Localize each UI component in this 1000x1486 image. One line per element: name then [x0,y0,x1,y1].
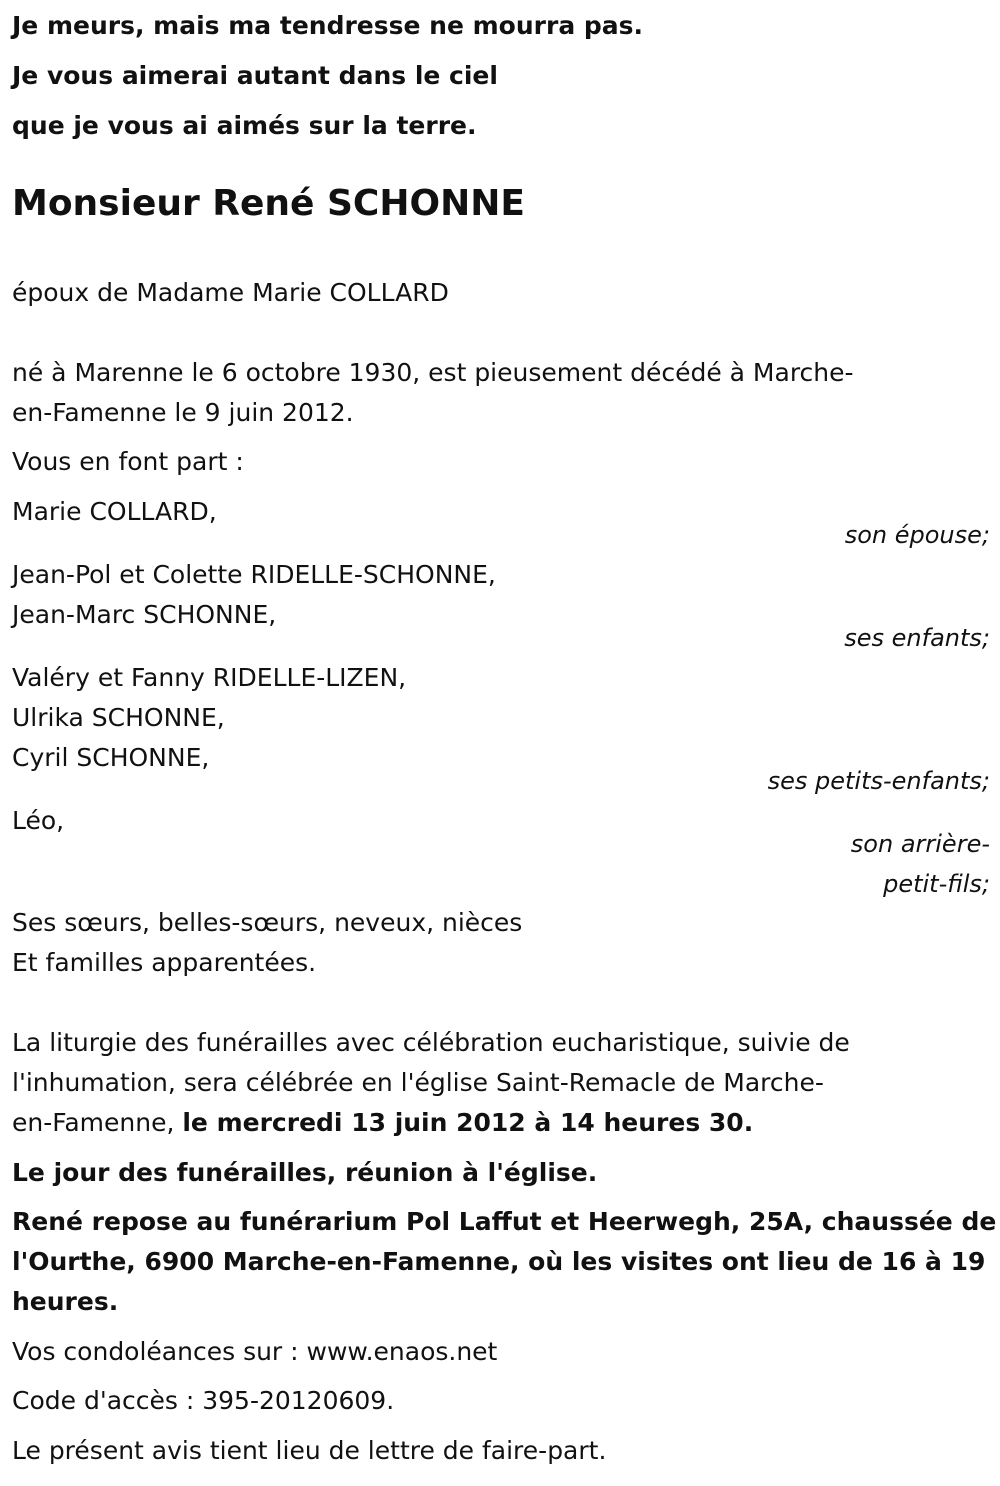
deceased-name: Monsieur René SCHONNE [12,183,525,224]
birth-death-line: né à Marenne le 6 octobre 1930, est pieusement décédé à Marche- [12,358,854,387]
notice-line: Le présent avis tient lieu de lettre de faire-part. [12,1436,607,1465]
epigraph-line: Je meurs, mais ma tendresse ne mourra pas. [12,11,644,40]
relation-label: petit-fils; [883,870,990,898]
access-code-line: Code d'accès : 395-20120609. [12,1386,395,1415]
family-name: Ses sœurs, belles-sœurs, neveux, nièces [12,908,523,937]
reunion-line: Le jour des funérailles, réunion à l'église. [12,1158,598,1187]
epigraph-line: Je vous aimerai autant dans le ciel [12,61,498,90]
funerarium-line: l'Ourthe, 6900 Marche-en-Famenne, où les visites ont lieu de 16 à 19 [12,1247,986,1276]
family-name: Jean-Marc SCHONNE, [12,600,277,629]
family-name: Marie COLLARD, [12,497,217,526]
spouse-line: époux de Madame Marie COLLARD [12,278,449,307]
liturgy-line: La liturgie des funérailles avec célébration eucharistique, suivie de [12,1028,850,1057]
family-name: Léo, [12,806,65,835]
family-name: Et familles apparentées. [12,948,317,977]
family-name: Valéry et Fanny RIDELLE-LIZEN, [12,663,407,692]
birth-death-line: en-Famenne le 9 juin 2012. [12,398,354,427]
announce-line: Vous en font part : [12,447,244,476]
relation-label: son épouse; [844,521,990,549]
family-name: Cyril SCHONNE, [12,743,210,772]
relation-label: ses enfants; [844,624,990,652]
family-name: Ulrika SCHONNE, [12,703,225,732]
funeral-datetime: le mercredi 13 juin 2012 à 14 heures 30. [182,1108,754,1137]
relation-label: son arrière- [850,830,990,858]
condolences-line: Vos condoléances sur : www.enaos.net [12,1337,498,1366]
funerarium-line: heures. [12,1287,119,1316]
family-name: Jean-Pol et Colette RIDELLE-SCHONNE, [12,560,496,589]
liturgy-line: l'inhumation, sera célébrée en l'église Saint-Remacle de Marche- [12,1068,824,1097]
relation-label: ses petits-enfants; [767,767,990,795]
epigraph-line: que je vous ai aimés sur la terre. [12,111,477,140]
liturgy-text: en-Famenne, [12,1108,183,1137]
liturgy-line [12,1103,753,1143]
funerarium-line: René repose au funérarium Pol Laffut et Heerwegh, 25A, chaussée de [12,1207,997,1236]
